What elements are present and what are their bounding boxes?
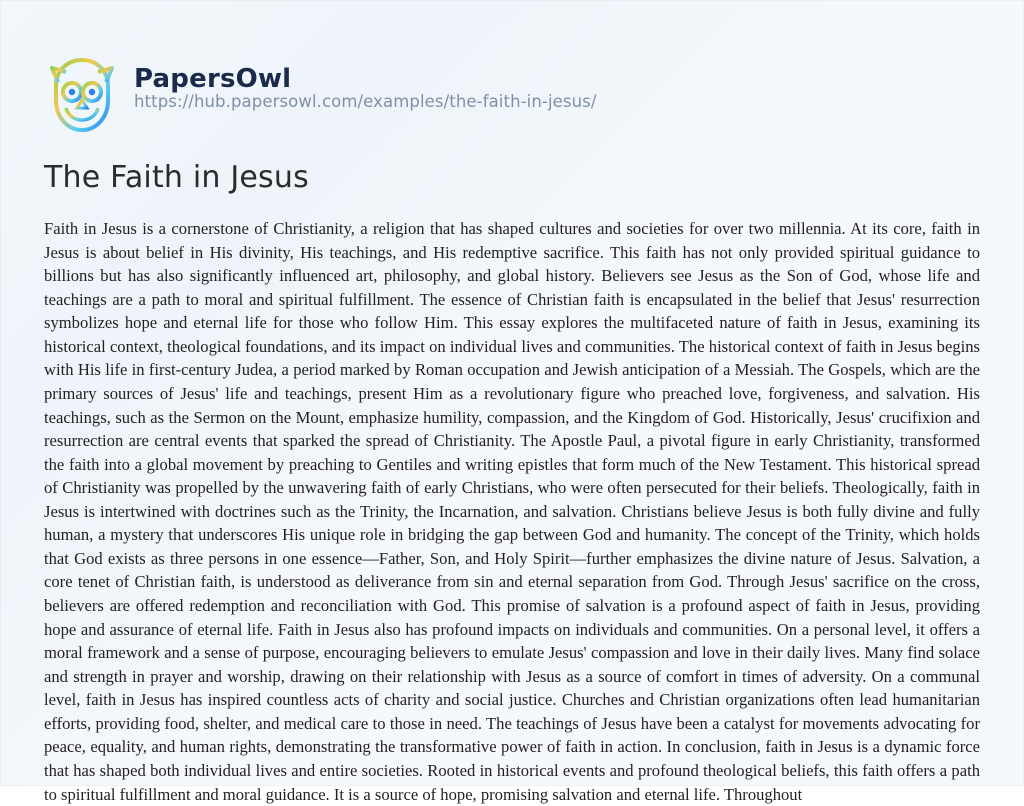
brand-name: PapersOwl [134, 64, 292, 94]
owl-logo-icon[interactable] [46, 56, 118, 134]
source-url-link[interactable]: https://hub.papersowl.com/examples/the-faith-in-jesus/ [134, 92, 597, 111]
site-header [46, 56, 597, 134]
document-container [44, 160, 980, 806]
brand-block [134, 56, 597, 112]
document-body-text: Faith in Jesus is a cornerstone of Christianity, a religion that has shaped cultures and societies for over two millennia. At its core, faith in Jesus is about belief in His divinity, His teachings, and His redemptive sacrifice. This faith has not only provided spiritual guidance to billions but has also significantly influenced art, philosophy, and global history. Believers see Jesus as the Son of God, whose life and teachings are a path to moral and spiritual fulfillment. The essence of Christian faith is encapsulated in the belief that Jesus' resurrection symbolizes hope and eternal life for those who follow Him. This essay explores the multifaceted nature of faith in Jesus, examining its historical context, theological foundations, and its impact on individual lives and communities. The historical context of faith in Jesus begins with His life in first-century Judea, a period marked by Roman occupation and Jewish anticipation of a Messiah. The Gospels, which are the primary sources of Jesus' life and teachings, present Him as a revolutionary figure who preached love, forgiveness, and salvation. His teachings, such as the Sermon on the Mount, emphasize humility, compassion, and the Kingdom of God. Historically, Jesus' crucifixion and resurrection are central events that sparked the spread of Christianity. The Apostle Paul, a pivotal figure in early Christianity, transformed the faith into a global movement by preaching to Gentiles and writing epistles that form much of the New Testament. This historical spread of Christianity was propelled by the unwavering faith of early Christians, who were often persecuted for their beliefs. Theologically, faith in Jesus is intertwined with doctrines such as the Trinity, the Incarnation, and salvation. Christians believe Jesus is both fully divine and fully human, a mystery that underscores His unique role in bridging the gap between God and humanity. The concept of the Trinity, which holds that God exists as three persons in one essence—Father, Son, and Holy Spirit—further emphasizes the divine nature of Jesus. Salvation, a core tenet of Christian faith, is understood as deliverance from sin and eternal separation from God. Through Jesus' sacrifice on the cross, believers are offered redemption and reconciliation with God. This promise of salvation is a profound aspect of faith in Jesus, providing hope and assurance of eternal life. Faith in Jesus also has profound impacts on individuals and communities. On a personal level, it offers a moral framework and a sense of purpose, encouraging believers to emulate Jesus' compassion and love in their daily lives. Many find solace and strength in prayer and worship, drawing on their relationship with Jesus as a source of comfort in times of adversity. On a communal level, faith in Jesus has inspired countless acts of charity and social justice. Churches and Christian organizations often lead humanitarian efforts, providing food, shelter, and medical care to those in need. The teachings of Jesus have been a catalyst for movements advocating for peace, equality, and human rights, demonstrating the transformative power of faith in action. In conclusion, faith in Jesus is a dynamic force that has shaped both individual lives and entire societies. Rooted in historical events and profound theological beliefs, this faith offers a path to spiritual fulfillment and moral guidance. It is a source of hope, promising salvation and eternal life. Throughout [44, 219, 980, 804]
page-title: The Faith in Jesus [44, 160, 309, 195]
